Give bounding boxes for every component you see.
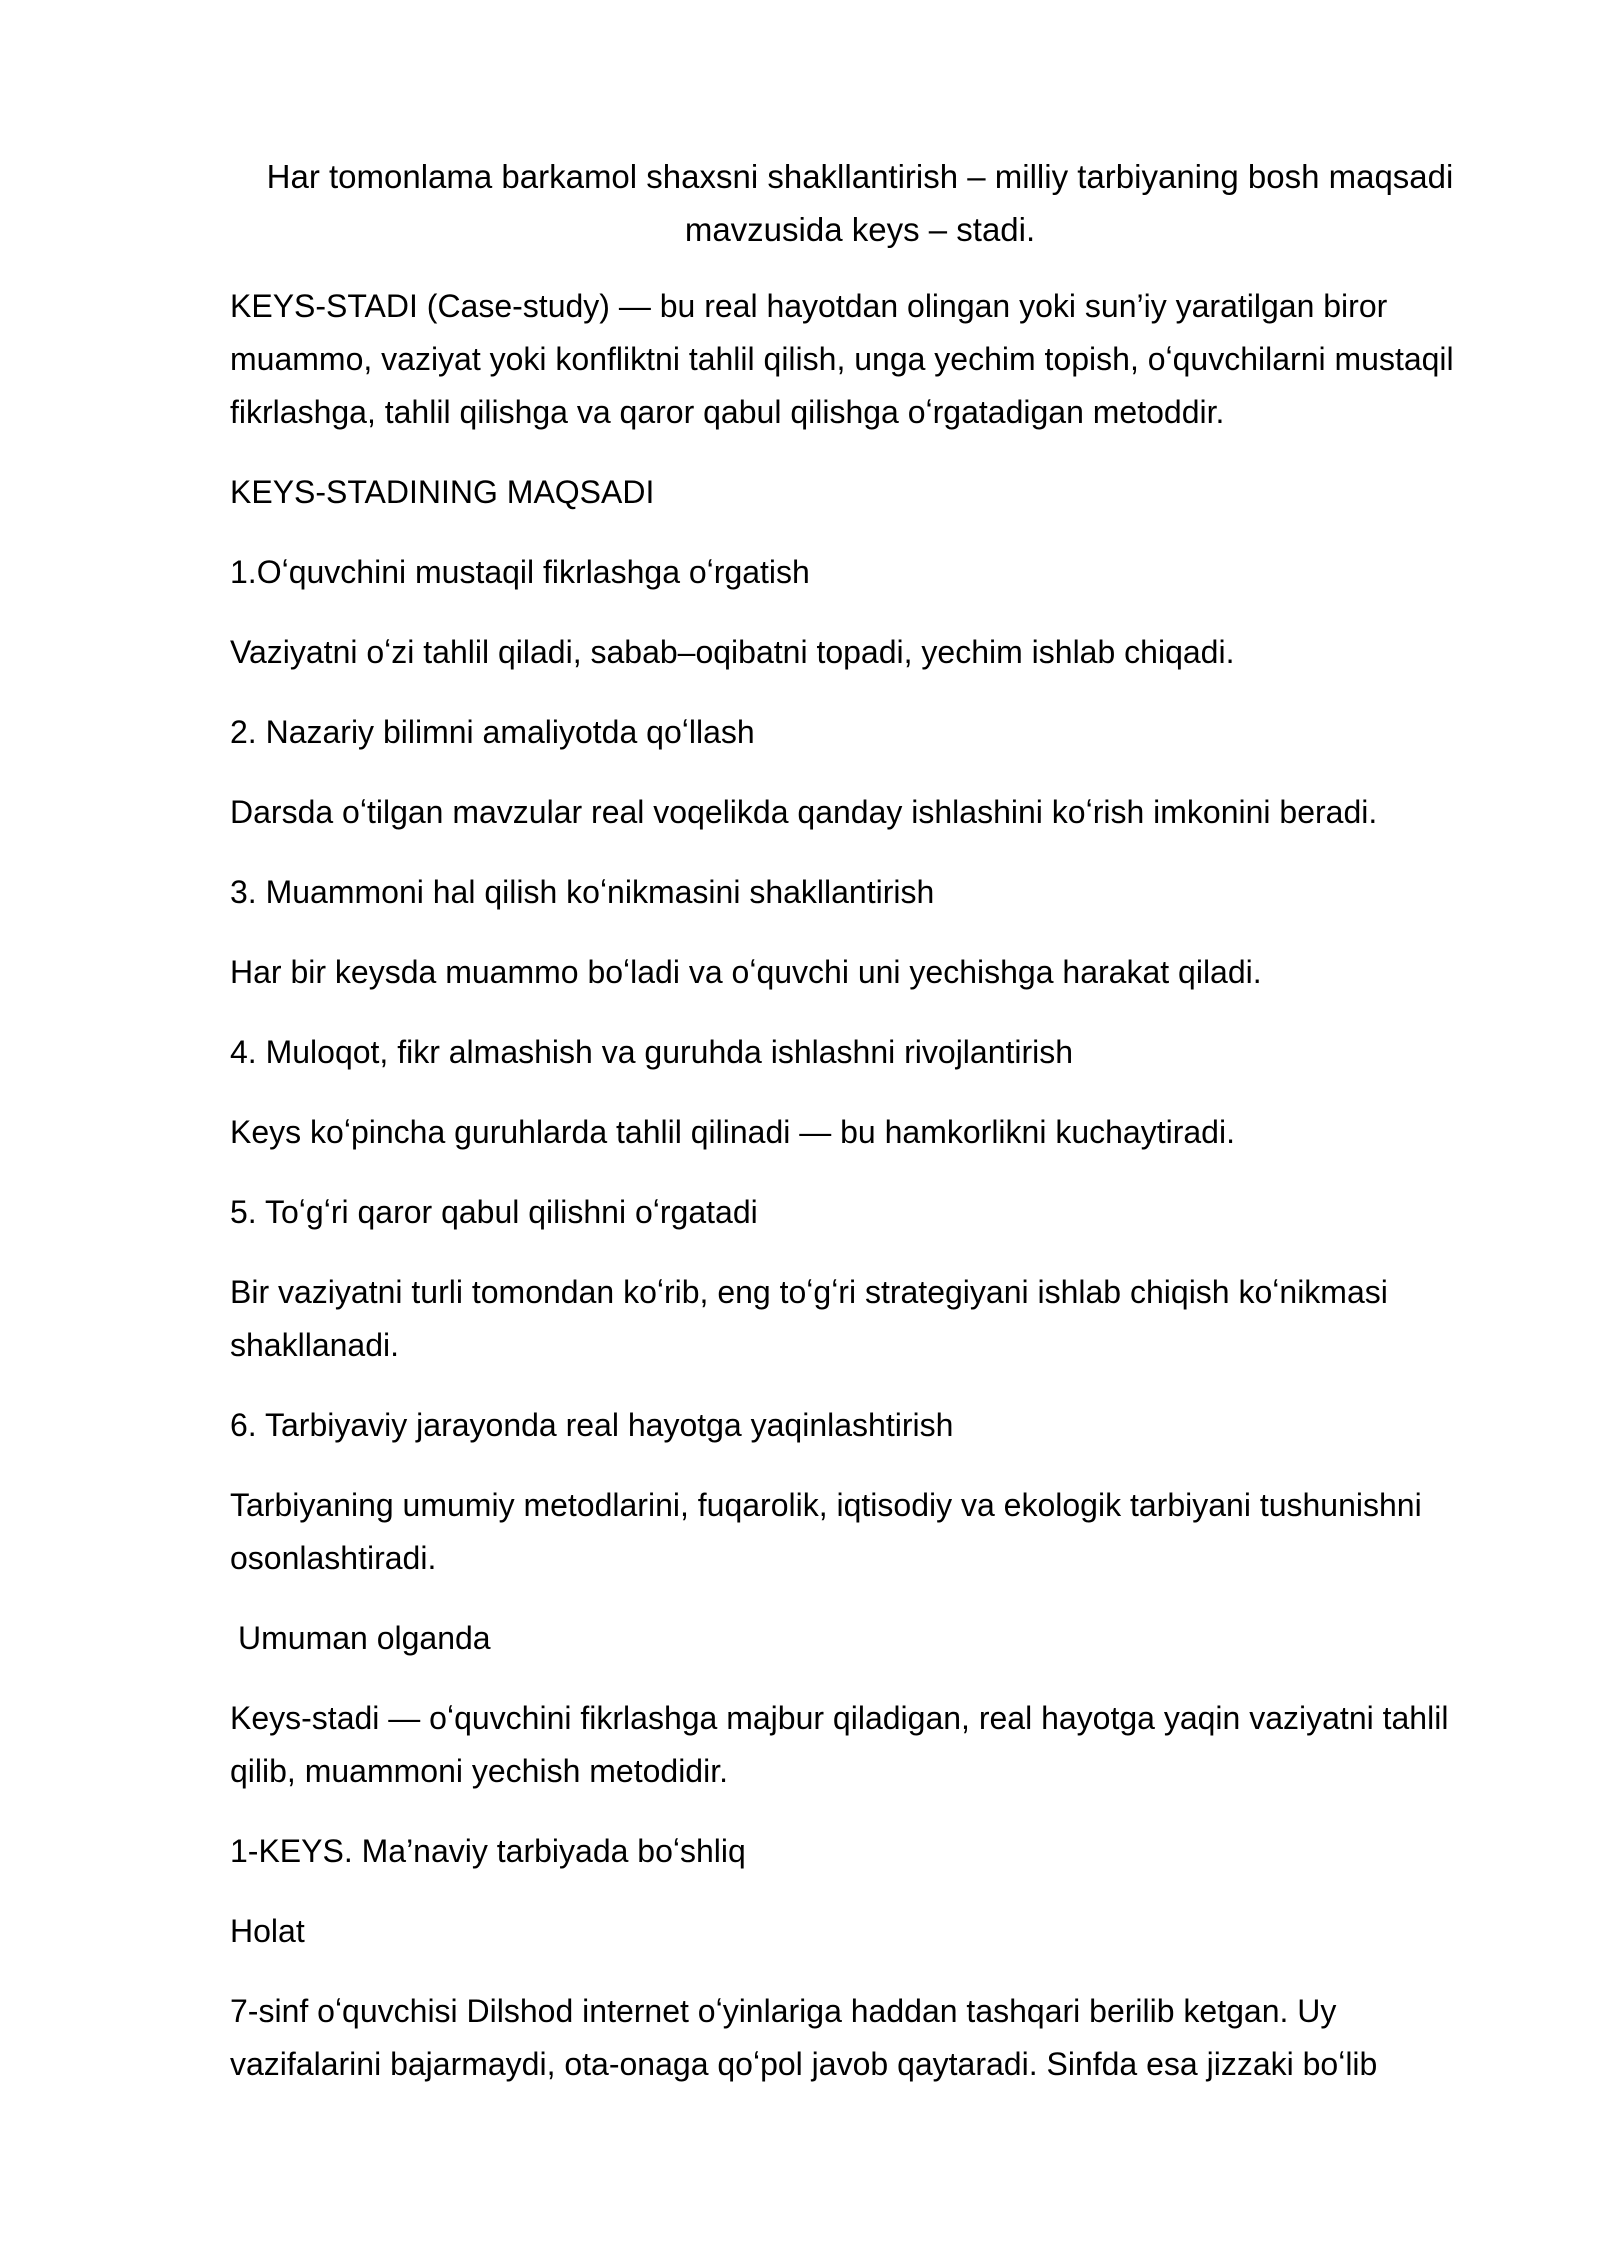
document-body	[230, 150, 1490, 2118]
goal-1-text: Vaziyatni oʻzi tahlil qiladi, sabab–oqibatni topadi, yechim ishlab chiqadi.	[230, 634, 1235, 670]
goal-6-text: Tarbiyaning umumiy metodlarini, fuqarolik, iqtisodiy va ekologik tarbiyani tushunishni osonlashtiradi.	[230, 1487, 1422, 1576]
goal-4-heading: 4. Muloqot, fikr almashish va guruhda ishlashni rivojlantirish	[230, 1034, 1074, 1070]
goal-3-text: Har bir keysda muammo boʻladi va oʻquvchi uni yechishga harakat qiladi.	[230, 954, 1262, 990]
goal-4-text: Keys koʻpincha guruhlarda tahlil qilinadi — bu hamkorlikni kuchaytiradi.	[230, 1114, 1235, 1150]
goal-2-text: Darsda oʻtilgan mavzular real voqelikda qanday ishlashini koʻrish imkonini beradi.	[230, 794, 1378, 830]
goal-2-heading: 2. Nazariy bilimni amaliyotda qoʻllash	[230, 714, 755, 750]
goal-6-heading: 6. Tarbiyaviy jarayonda real hayotga yaqinlashtirish	[230, 1407, 954, 1443]
case-1-heading: 1-KEYS. Ma’naviy tarbiyada boʻshliq	[230, 1833, 746, 1869]
summary-text: Keys-stadi — oʻquvchini fikrlashga majbur qiladigan, real hayotga yaqin vaziyatni tahlil qilib, muammoni yechish metodidir.	[230, 1700, 1449, 1789]
case-1-situation-label: Holat	[230, 1913, 305, 1949]
goal-5-text: Bir vaziyatni turli tomondan koʻrib, eng toʻgʻri strategiyani ishlab chiqish koʻnikmasi shakllanadi.	[230, 1274, 1388, 1363]
section-heading-goals: KEYS-STADINING MAQSADI	[230, 474, 655, 510]
goal-3-heading: 3. Muammoni hal qilish koʻnikmasini shakllantirish	[230, 874, 935, 910]
definition-paragraph: KEYS-STADI (Case-study) — bu real hayotdan olingan yoki sun’iy yaratilgan biror muammo, vaziyat yoki konfliktni tahlil qilish, unga yechim topish, oʻquvchilarni mustaqil fikrlashga, tahlil qilishga va qaror qabul qilishga oʻrgatadigan metoddir.	[230, 288, 1454, 430]
case-1-situation-text: 7-sinf oʻquvchisi Dilshod internet oʻyinlariga haddan tashqari berilib ketgan. Uy vazifalarini bajarmaydi, ota-onaga qoʻpol javob qaytaradi. Sinfda esa jizzaki boʻlib	[230, 1993, 1378, 2082]
document-title: Har tomonlama barkamol shaxsni shakllantirish – milliy tarbiyaning bosh maqsadi mavzusida keys – stadi.	[266, 158, 1454, 248]
summary-heading: Umuman olganda	[238, 1620, 491, 1656]
goal-1-heading: 1.Oʻquvchini mustaqil fikrlashga oʻrgatish	[230, 554, 810, 590]
goal-5-heading: 5. Toʻgʻri qaror qabul qilishni oʻrgatadi	[230, 1194, 758, 1230]
